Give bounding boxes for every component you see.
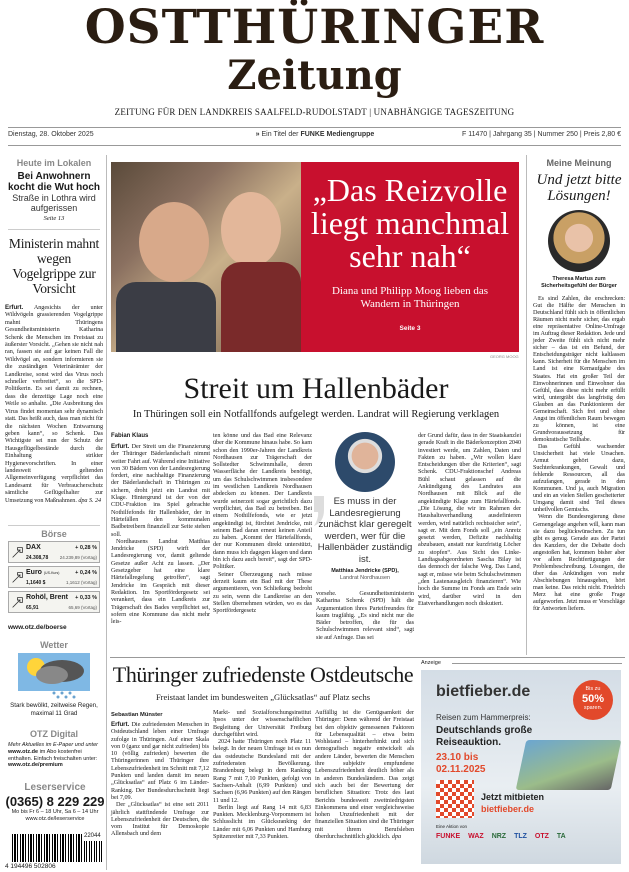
lead-subhead: In Thüringen soll ein Notfallfonds aufgelegt werden. Landrat will Regierung verklagen [132, 409, 500, 420]
publisher-prefix: Ein Titel der [261, 131, 299, 138]
divider [110, 657, 625, 658]
opinion-headline: Und jetzt bitte Lösungen! [536, 172, 622, 204]
stock-name: Euro (US-Kurs) [26, 569, 60, 576]
paragraph: Der „Glücksatlas“ ist eine seit 2011 jährlich stattfindende Umfrage zur Lebenszufriedenheit der Deutschen, die vom Institut für Demoskopie Allensbach und dem [111, 801, 209, 838]
dateline: Erfurt. [5, 304, 24, 311]
ad-partners-label: Eine Aktion von [436, 824, 468, 829]
partner-logo: TA [556, 833, 566, 840]
service-phone[interactable]: (0365) 8 229 229 [5, 794, 105, 809]
section-label: Heute im Lokalen [16, 158, 92, 168]
section-label: OTZ Digital [30, 729, 78, 739]
section-label: Meine Meinung [546, 158, 612, 168]
person-face [139, 202, 209, 282]
second-column-1 [111, 721, 209, 838]
ad-dates: 23.10 bis 02.11.2025 [436, 752, 486, 775]
trend-up-arrow-icon [11, 546, 24, 559]
feature-subtitle: Diana und Philipp Moog lieben das Wandern in Thüringen [331, 285, 489, 310]
opinion-author: Theresa Martus zum Sicherheitsgefühl der Bürger [541, 276, 617, 289]
page-ref: Seite 3 [399, 325, 421, 332]
epaper-link[interactable]: www.otz.de [8, 748, 39, 755]
ad-brand-text: bietfieber.de [436, 683, 531, 700]
qr-code[interactable] [436, 780, 474, 818]
boerse-link[interactable]: www.otz.de/boerse [8, 624, 67, 631]
service-block [3, 782, 107, 823]
ad-label: Anzeige [421, 660, 441, 666]
barcode-addon-number: 22044 [84, 833, 101, 839]
divider [8, 127, 621, 128]
left-column-top [5, 158, 103, 504]
masthead-title: OSTTHÜRINGER [84, 0, 545, 55]
paragraph: Das Gefühl wachsender Unsicherheit hat viele Ursachen. Armut gehört dazu, Suchterkrankungen, Gewalt und fehlende Ressourcen, all das aufzufangen, gerade in den Kommunen. Und ja, auch Migration und ein an vielen Stellen gescheiterter Umgang damit sind Teil dieses unheilvollen Gemischs. [533, 442, 625, 514]
paragraph: Auffällig ist die Genügsamkeit der Thüringer: Denn während der Freistaat bei den objektiv gemessenen Faktoren für Lebensqualität – etwa beim Wohlstand – hinterherhinkt und sich demografisch negativ entwickelt als andere Länder, bewerten die Menschen ihre subjektiv empfundene Lebenszufriedenheit deutlich höher als in anderen Bundesländern. Das zeigt sich auch bei der Bewertung der beruflichen Situation: Trotz des laut Berichts bundesweit zweitniedrigsten Einkommens und einer vergleichsweise hohen Unzufriedenheit mit der finanziellen Situation sind die Thüringer mit ihrem Berufsleben überdurchschnittlich glücklich. dpa [315, 709, 414, 841]
premium-link[interactable]: www.otz.de/premium [8, 762, 63, 769]
lead-column-4 [418, 432, 521, 607]
bietfieber-ad[interactable] [421, 670, 621, 864]
divider [8, 525, 100, 526]
section-label: Börse [41, 529, 67, 539]
trend-up-arrow-icon [11, 596, 24, 609]
stock-prev: 65,69 (Vortag) [68, 605, 97, 610]
stock-value: 1,1640 $ [26, 580, 46, 586]
stock-change: + 0,28 % [75, 545, 97, 551]
paragraph: Markt- und Sozialforschungsinstitut Ipsos unter der wissenschaftlichen Begleitung der Universität Freiburg durchgeführt wird. [213, 709, 311, 738]
paragraph: Berlin liegt auf Rang 14 mit 6,83 Punkten. Mecklenburg-Vorpommern ist Schlusslicht im Glücksranking der Länder mit 6,06 Punkten und Hamburg Spitzenreiter mit 7,33 Punkten. [213, 803, 311, 841]
feature-teaser[interactable] [301, 162, 519, 352]
local-headline: Bei Anwohnern kocht die Wut hoch [7, 171, 101, 193]
paragraph: der Grund dafür, dass in der Staatskanzlei gerade Kraft in die Bäderkonzeption 2040 investiert werde, um Zahlen, Daten und Fakten zu haben. „Wir wollen klare Entscheidungen über die Kriterien“, sagt Schenk. CDU-Fraktionschef Andreas Bühl schaut gelassen auf die Ankündigung des Landrates aus Nordhausen mit Blick auf die angekündigte Klage zum Härtefallfonds. „Die Lösung, die wir im Rahmen der Haushaltsverhandlung ausdefinieren werden, wird natürlich rechtssicher sein“, sagt er. Mit dem Fonds soll „ein Anreiz gesetzt werden, Defizite nachhaltig abzubauen, anstatt nur kurzfristig Löcher zu stopfen“. Aus Sicht des Linke-Landtagsabgeordneten Sascha Bilay ist das dennoch der falsche Weg. Das Land, sagt er, müsse wie beim Schulschwimmen „den Lastenausgleich finanzieren“. Wie hoch die Summe im Fonds am Ende sein wird, darüber wird in den Etatverhandlungen noch diskutiert. [418, 432, 521, 607]
weather-text: Stark bewölkt, zeitweise Regen, maximal 11 Grad [10, 702, 98, 717]
section-label: Leserservice [24, 782, 86, 793]
quote-role: Landrat Nordhausen [339, 575, 391, 581]
stock-ticker[interactable] [8, 591, 100, 613]
source-ref: dpa [390, 833, 402, 841]
partner-logo: TLZ [514, 833, 527, 840]
stock-change: + 0,33 % [75, 595, 97, 601]
pull-quote: Es muss in der Landesregierung zunächst klar geregelt werden, wer für die Hallenbäder zuständig ist. [317, 496, 413, 565]
person-body [221, 262, 301, 352]
feature-photo[interactable] [111, 162, 301, 352]
stock-value: 65,91 [26, 605, 39, 611]
ad-brand [436, 682, 530, 701]
paragraph: Nordhausens Landrat Matthias Jendricke (SPD) wirft der Landesregierung vor, damit geltende Gesetze außer Acht zu lassen. „Der Gesetzgeber hat eine klare Härtefallregelung getroffen“, sagt Jendricke im Gespräch mit dieser Redaktion. Im Sportfördergesetz sei verankert, dass ein Landkreis zur Trägerschaft des Bades verpflichtet sei, sofern eine Kommune das nicht mehr leis- [111, 537, 210, 626]
partner-logo: FUNKE [436, 833, 461, 840]
second-subhead: Freistaat landet im bundesweiten „Glücksatlas“ auf Platz sechs [155, 692, 371, 702]
stock-change: + 0,24 % [75, 570, 97, 576]
stock-ticker[interactable] [8, 541, 100, 563]
paragraph: Erfurt. Der Streit um die Finanzierung der Thüringer Bäderlandschaft nimmt weiter Fahrt auf. Während eine Initiative von 30 Bädern von der Landesregierung fordert, eine nachhaltige Finanzierung der Bäderlandschaft in Thüringen zu sichern, droht jetzt ein Landrat mit Klage. Hintergrund ist der von der CDU-Fraktion ins Spiel gebrachte Nothilfefonds für Hallenbäder, der in Härtefällen den kommunalen Badbetreibern finanziell zur Seite stehen soll. [111, 443, 210, 538]
paragraph: Es sind Zahlen, die erschrecken: Gut die Hälfte der Menschen in Deutschland fühlt sich in öffentlichen Räumen nicht mehr sicher, das ergab eine repräsentative Online-Umfrage im Auftrag dieser Redaktion. Jede und jeder Zweite fühlt sich nicht mehr sicher – das ist ein Befund, der Entscheidungsträger nicht kaltlassen kann. Sicherheit für die Menschen im Land ist eine Kernaufgabe des Staates. Hat ein großer Teil der Einwohnerinnen und Einwohner das Gefühl, dass diese nicht mehr erfüllt wird, untergräbt das langfristig den Glauben an das Funktionieren der Gemeinschaft. Sich frei und ohne Angst im öffentlichen Raum bewegen zu können, ist eine Grundvoraussetzung für demokratische Teilhabe. [533, 295, 625, 443]
local-teaser[interactable] [5, 158, 103, 223]
publisher-line [230, 131, 400, 138]
ad-line-2: Deutschlands große Reiseauktion. [436, 725, 533, 748]
issue-date: Dienstag, 28. Oktober 2025 [8, 131, 94, 138]
ad-line-1: Reisen zum Hammerpreis: [436, 713, 531, 722]
lead-column-3 [316, 590, 414, 641]
column-divider [526, 155, 527, 655]
photo-credit: GEORG MOOG [490, 354, 519, 359]
article-text: Angesichts der unter Wildvögeln grassierenden Vogelgrippe mahnt Thüringens Gesundheitsministerin Katharina Schenk die Menschen im Freistaat zu äußerster Vorsicht. „Gehen sie nicht nah ran, fassen sie auf gar keinen Fall die Wildvögel an, sondern informieren sie die zuständigen Veterinärämter der Landkreise, sonst wird das Virus noch schneller verbreitet“, so die SPD-Politikerin. Es sei damit zu rechnen, dass die derzeitige Lage noch eine Weile so anhalte. „Die Ausbreitung des Virus findet momentan sehr dynamisch statt. Das heißt auch, dass man nicht für die nächsten Wochen Entwarnung geben kann“, so Schenk. Das Wichtigste sei nun der Schutz der Hausgeflügelbestände durch die Einhaltung strikter Hygienevorschriften. In einer landesweit geltenden Allgemeinverfügung verpflichtet das Landesamt für Verbraucherschutz sämtliche Geflügelhalter zur Umsetzung von Maßnahmen. [5, 304, 103, 504]
author-portrait [548, 210, 610, 272]
paragraph: 2024 hatte Thüringen noch Platz 11 belegt. In der neuen Umfrage ist es nun das ostdeutsche Bundesland mit der zufriedensten Bevölkerung. Brandenburg belegt in dem Ranking Rang 7 mit 7,10 Punkten, gefolgt von Sachsen-Anhalt (6,99 Punkten) und Sachsen (6,96 Punkten) auf den Rängen 11 und 12. [213, 738, 311, 804]
lead-column-1 [111, 443, 210, 625]
partner-logo: WAZ [468, 833, 484, 840]
ad-partner-logos [436, 832, 616, 841]
digital-text-1: Mehr Aktuelles im E-Paper und unter [8, 742, 98, 748]
local-subhead: Straße in Lothra wird aufgerissen [12, 193, 96, 213]
column-divider [106, 155, 107, 870]
lead-column-2 [213, 432, 312, 614]
badge-top: Bis zu [585, 686, 601, 692]
divider [8, 229, 100, 230]
quote-author: Matthias Jendricke (SPD), [331, 568, 399, 574]
paragraph: vorsehe. Gesundheitsministerin Katharina Schenk (SPD) hält die Argumentation ihres Parteifreundes für kaum tragfähig. „Es sind nicht nur die Bäder betroffen, die für das Schulschwimmen relevant sind“, sagt sie auf Anfrage. Das sei [316, 590, 414, 641]
trend-up-arrow-icon [11, 571, 24, 584]
barcode [12, 834, 82, 862]
second-column-2 [213, 709, 311, 840]
paragraph: ten könne und das Bad eine Relevanz über die Kommune hinaus habe. So kam schon den 1990er-Jahren der Landkreis Nordhausen zur Trägerschaft der Sollstedter Schwimmhalle, deren Wasserfläche der Landkreis benötigt, um das Schulschwimmen insbesondere im westlichen Landkreis Nordhausen abdecken zu können. Der Landkreis wurde seinerzeit sogar gerichtlich dazu verpflichtet, das Bad zu betreiben. Bei einem Nothilfefonds, wie er jetzt angekündigt ist, fürchtet Jendricke, mit seinem Bad daran erneut keinen Anteil zu haben. „Kommt der Härtefallfonds, der nur Kommunen direkt unterstützt, dann muss ich dagegen klagen und dann bin ich dazu auch bereit“, sagt der SPD-Politiker. [213, 432, 312, 571]
page-ref: Seite 13 [43, 215, 65, 222]
page-ref: dpa S. 24 [78, 496, 102, 504]
divider [8, 145, 621, 146]
dateline: Erfurt. [111, 443, 132, 450]
issue-info: F 11470 | Jahrgang 35 | Nummer 250 | Preis 2,80 € [461, 131, 621, 138]
stock-sub: (US-Kurs) [43, 571, 60, 575]
lead-column-3-block [316, 432, 414, 641]
stock-name: Rohöl, Brent [26, 594, 68, 601]
partner-logo: OTZ [534, 833, 549, 840]
bird-flu-article[interactable] [5, 236, 103, 504]
funke-icon: » [255, 131, 262, 138]
weather-cloud-rain-icon [18, 653, 90, 699]
feature-quote: „Das Reizvolle liegt manchmal sehr nah“ [310, 172, 510, 274]
masthead-tagline: ZEITUNG FÜR DEN LANDKREIS SAALFELD-RUDOLSTADT | UNABHÄNGIGE TAGESZEITUNG [114, 107, 515, 117]
article-headline: Ministerin mahnt wegen Vogelgrippe zur Vorsicht [8, 236, 100, 296]
stock-name: DAX [26, 544, 41, 551]
digital-text [8, 742, 100, 769]
second-headline[interactable]: Thüringer zufriedenste Ostdeutsche [112, 662, 414, 687]
divider [452, 663, 622, 664]
service-hours: Mo bis Fr 6 – 18 Uhr, Sa 6 – 14 Uhr [11, 809, 99, 815]
publisher-name: FUNKE Mediengruppe [300, 131, 375, 138]
ad-url[interactable]: bietfieber.de [481, 804, 535, 814]
opinion-body [533, 295, 625, 612]
stock-value: 24.308,78 [26, 555, 49, 561]
second-column-3 [315, 709, 414, 840]
stock-prev: 24.239,89 (Vortag) [59, 555, 97, 560]
ad-cta: Jetzt mitbieten [481, 792, 545, 802]
stock-ticker[interactable] [8, 566, 100, 588]
masthead-subtitle: Zeitung [227, 52, 402, 99]
barcode-number: 4 194496 502806 [5, 863, 56, 870]
article-author: Fabian Klaus [111, 433, 149, 439]
paragraph: Wenn die Bundesregierung diese Gemengelage angehen will, kann man sie dazu beglückwünschen. Zu tun gibt es genug. Gerade aus der Partei des Kanzlers, der die Debatte doch angestoßen hat, kommen bisher aber vor allem Rechtfertigungen der Problembeschreibung. Lösungen, die über das Ankündigen von mehr Abschiebungen hinausgehen, hört man keine. Das reicht nicht. Friedrich Merz hat eine große Frage aufgeworfen. Jetzt muss er Vorschläge für Antworten liefern. [533, 513, 625, 613]
quote-portrait [335, 432, 395, 492]
person-body [116, 282, 216, 352]
paragraph: Seiner Überzeugung nach müsse derzeit kaum ein Bad mit der These argumentieren, von Schließung bedroht zu sein, wenn die Landkreise an den Stellen übernehmen würden, wo es das Sportfördergesetz [213, 570, 312, 615]
section-label: Wetter [40, 640, 68, 650]
person-face [221, 192, 281, 267]
barcode-addon [84, 841, 102, 862]
dateline: Erfurt. [111, 721, 132, 728]
badge-percent: 50% [581, 693, 605, 705]
article-body [5, 304, 103, 504]
discount-badge [573, 680, 613, 720]
ad-illustration [516, 740, 622, 790]
service-link[interactable]: www.otz.de/leserservice [25, 815, 85, 822]
stock-prev: 1,1612 (Vortag) [65, 580, 97, 585]
paragraph: Erfurt. Die zufriedensten Menschen in Ostdeutschland leben einer Umfrage zufolge in Thüringen. Auf einer Skala von 0 (ganz und gar nicht zufrieden) bis 10 (völlig zufrieden) bewerten die Thüringerinnen und Thüringer ihre Lebenszufriedenheit im Schnitt mit 7,12 Punkten und landen damit im neuen „Glücksatlas“ auf Platz 6 im Länder-Ranking. Der Bundesdurchschnitt liegt bei 7,09. [111, 721, 209, 801]
lead-headline[interactable]: Streit um Hallenbäder [183, 372, 449, 405]
badge-bottom: sparen. [583, 705, 603, 711]
digital-text-2: im Abo kostenfrei enthalten. Einfach freischalten unter: [8, 748, 98, 762]
opinion-column[interactable] [533, 158, 625, 612]
partner-logo: NRZ [491, 833, 507, 840]
article-author: Sebastian Münster [111, 712, 163, 718]
